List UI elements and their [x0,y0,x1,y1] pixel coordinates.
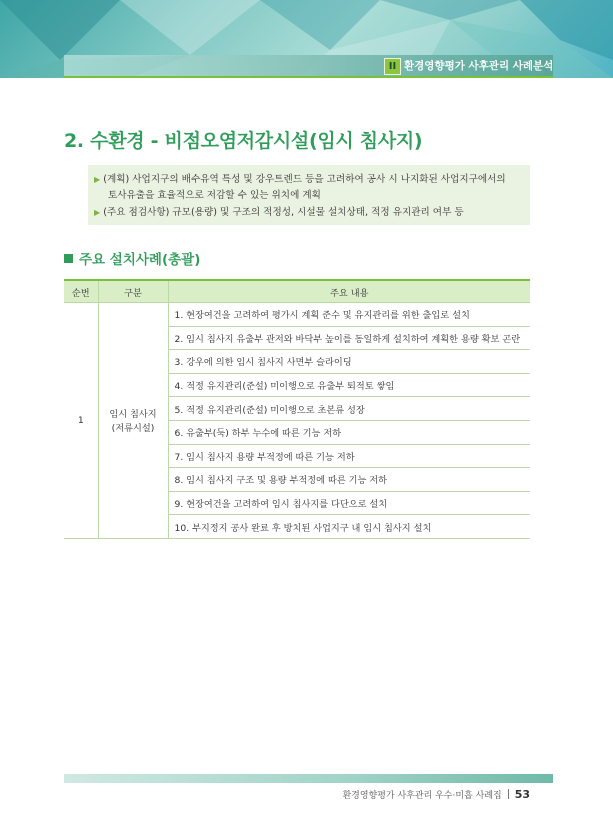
summary-line-2: 토사유출을 효율적으로 저감할 수 있는 위치에 계획 [108,190,321,201]
footer [342,788,530,801]
list-item: 2. 임시 침사지 유출부 관저와 바닥부 높이를 동일하게 설치하여 계획한 용량 확보 곤란 [168,326,530,350]
sub-title: 주요 설치사례(총괄) [64,248,200,268]
list-item: 9. 현장여건을 고려하여 임시 침사지를 다단으로 설치 [168,491,530,515]
page-number: 53 [514,788,530,801]
row-number: 1 [64,303,98,539]
header-divider [64,76,553,78]
list-item: 5. 적정 유지관리(준설) 미이행으로 초본류 성장 [168,397,530,421]
table-row [64,303,530,327]
cases-table [64,279,530,539]
triangle-bullet-icon: ▶ [94,208,101,217]
footer-title: 환경영향평가 사후관리 우수·미흡 사례집 [342,791,502,801]
list-item: 6. 유출부(둑) 하부 누수에 따른 기능 저하 [168,420,530,444]
table-header-row [64,280,530,303]
list-item: 8. 임시 침사지 구조 및 용량 부적정에 따른 기능 저하 [168,468,530,492]
header-banner [0,0,613,78]
list-item: 4. 적정 유지관리(준설) 미이행으로 유출부 퇴적토 쌓임 [168,373,530,397]
summary-line-3: ▶ (주요 점검사항) 규모(용량) 및 구조의 적정성, 시설물 설치상태, 적정 유지관리 여부 등 [94,207,464,218]
list-item: 3. 강우에 의한 임시 침사지 사면부 슬라이딩 [168,350,530,374]
square-bullet-icon [64,254,73,263]
footer-bar [64,774,553,783]
summary-line-1: ▶ (계획) 사업지구의 배수유역 특성 및 강우트렌드 등을 고려하여 공사 시 나지화된 사업지구에서의 [94,174,506,185]
footer-divider [508,789,509,799]
chapter-title: 환경영향평가 사후관리 사례분석 [404,60,554,72]
header-content: 주요 내용 [168,280,530,303]
list-item: 7. 임시 침사지 용량 부적정에 따른 기능 저하 [168,444,530,468]
header-category: 구분 [98,280,168,303]
section-title: 2. 수환경 - 비점오염저감시설(임시 침사지) [64,130,423,152]
header-number: 순번 [64,280,98,303]
list-item: 1. 현장여건을 고려하여 평가시 계획 준수 및 유지관리를 위한 출입로 설치 [168,303,530,327]
list-item: 10. 부지정지 공사 완료 후 방치된 사업지구 내 임시 침사지 설치 [168,515,530,539]
summary-box [88,165,530,225]
chapter-badge: II [384,58,401,75]
row-category: 임시 침사지 (저류시설) [98,303,168,539]
triangle-bullet-icon: ▶ [94,175,101,184]
